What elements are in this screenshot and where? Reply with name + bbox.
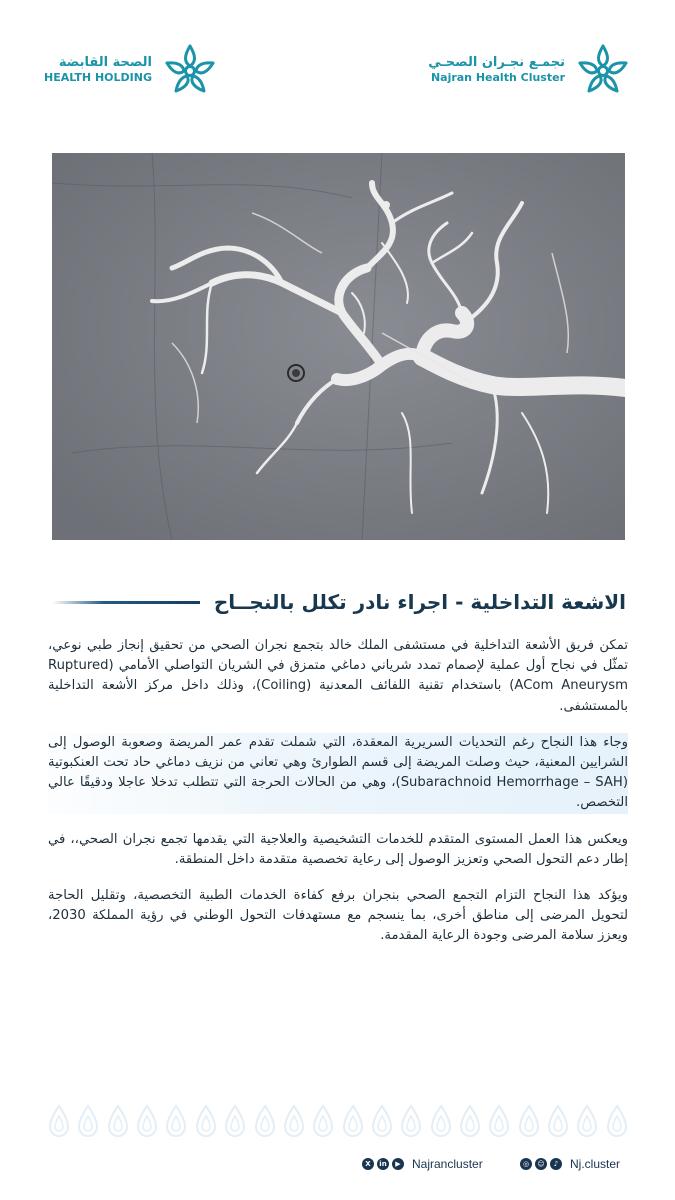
droplet-icon [312, 1104, 334, 1138]
droplet-icon [283, 1104, 305, 1138]
droplet-icon [136, 1104, 158, 1138]
najran-cluster-english: Najran Health Cluster [430, 71, 565, 84]
x-icon[interactable]: X [362, 1158, 374, 1170]
footer-social-left [362, 1154, 483, 1174]
snapchat-icon[interactable]: ☺ [535, 1158, 547, 1170]
instagram-icon[interactable]: ◎ [520, 1158, 532, 1170]
droplet-icon [77, 1104, 99, 1138]
paragraph-4: ويؤكد هذا النجاح التزام التجمع الصحي بنجران برفع كفاءة الخدمات الطبية التخصصية، وتقليل الحاجة لتحويل المرضى إلى مناطق أخرى، بما ينسجم مع مستهدفات التحول الوطني في رؤية المملكة 2030، ويعزز سلامة المرضى وجودة الرعاية المقدمة. [48, 888, 628, 944]
twitter-handle[interactable]: Najrancluster [412, 1157, 483, 1171]
youtube-icon[interactable]: ▶ [392, 1158, 404, 1170]
droplet-icon [459, 1104, 481, 1138]
health-holding-arabic: الصحة القابضة [58, 55, 152, 70]
droplet-icon [107, 1104, 129, 1138]
article-title-row [50, 582, 626, 622]
droplet-icon [606, 1104, 628, 1138]
flower-emblem-icon [573, 40, 633, 100]
health-holding-english: HEALTH HOLDING [44, 71, 152, 84]
droplet-icon [488, 1104, 510, 1138]
health-holding-logo [44, 40, 220, 100]
angiography-image [52, 153, 625, 540]
droplet-icon [165, 1104, 187, 1138]
footer-social-right [520, 1154, 620, 1174]
article-body [48, 636, 628, 963]
droplet-icon [430, 1104, 452, 1138]
paragraph-1: تمكن فريق الأشعة التداخلية في مستشفى الملك خالد بتجمع نجران الصحي من تحقيق إنجاز طبي نوعي، تمثّل في نجاح أول عملية لإصمام تمدد شرياني دماغي متمزق في الشريان التواصلي الأمامي (Ruptured ACom Aneurysm) باستخدام تقنية اللفائف المعدنية (Coiling)، وذلك داخل مركز الأشعة التداخلية بالمستشفى. [48, 638, 628, 714]
droplet-pattern [48, 1104, 628, 1140]
droplet-icon [400, 1104, 422, 1138]
droplet-icon [576, 1104, 598, 1138]
linkedin-icon[interactable]: in [377, 1158, 389, 1170]
najran-cluster-arabic: تجمـع نجـران الصحـي [428, 55, 565, 70]
instagram-handle[interactable]: Nj.cluster [570, 1157, 621, 1171]
najran-cluster-logo [428, 40, 633, 100]
droplet-icon [342, 1104, 364, 1138]
droplet-icon [518, 1104, 540, 1138]
tiktok-icon[interactable]: ♪ [550, 1158, 562, 1170]
paragraph-2: وجاء هذا النجاح رغم التحديات السريرية المعقدة، التي شملت تقدم عمر المريضة وصعوبة الوصول إلى الشرايين المعنية، حيث وصلت المريضة إلى قسم الطوارئ وهي تعاني من نزيف دماغي حاد تحت العنكبوتية (Subarachnoid Hemorrhage – SAH)، وهي من الحالات الحرجة التي تتطلب تدخلا عاجلا ودقيقًا عالي التخصص. [48, 733, 628, 814]
droplet-icon [224, 1104, 246, 1138]
paragraph-3: ويعكس هذا العمل المستوى المتقدم للخدمات التشخيصية والعلاجية التي يقدمها تجمع نجران الصحي،، في إطار دعم التحول الصحي وتعزيز الوصول إلى رعاية تخصصية متقدمة داخل المنطقة. [48, 831, 628, 867]
droplet-icon [48, 1104, 70, 1138]
droplet-icon [371, 1104, 393, 1138]
article-title: الاشعة التداخلية - اجراء نادر تكلل بالنجــاح [213, 590, 626, 614]
flower-emblem-icon [160, 40, 220, 100]
droplet-icon [547, 1104, 569, 1138]
title-divider-line [52, 601, 200, 604]
droplet-icon [195, 1104, 217, 1138]
droplet-icon [254, 1104, 276, 1138]
